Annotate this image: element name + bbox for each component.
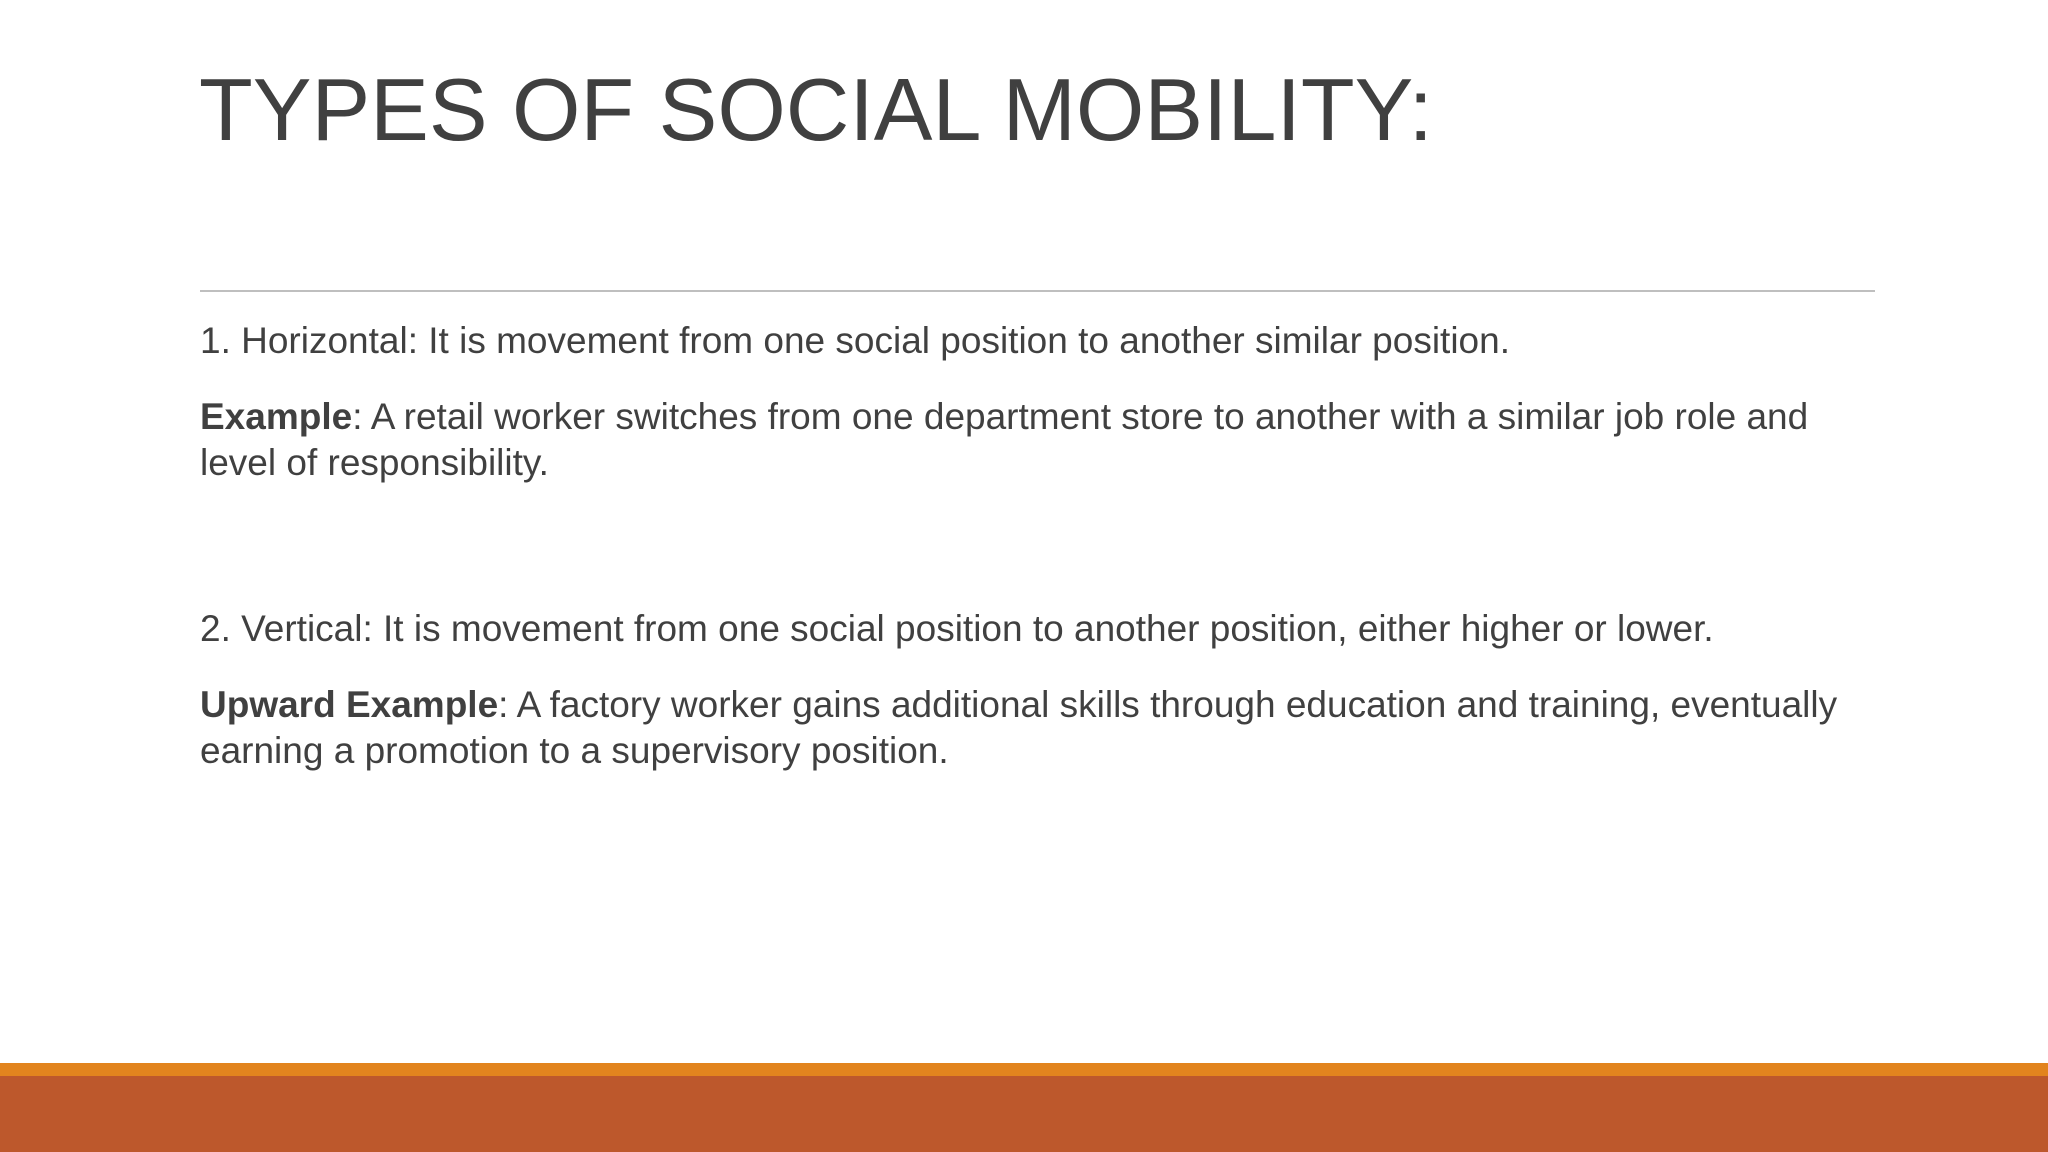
slide-body (200, 318, 1880, 774)
horizontal-example-label: Example (200, 396, 353, 437)
horizontal-example (200, 394, 1880, 486)
vertical-example-label: Upward Example (200, 684, 499, 725)
footer-accent-stripe (0, 1063, 2048, 1076)
vertical-example (200, 682, 1880, 774)
vertical-definition: 2. Vertical: It is movement from one social position to another position, either higher or lower. (200, 608, 1714, 649)
horizontal-example-text: : A retail worker switches from one department store to another with a similar job role and level of responsibility. (200, 396, 1809, 483)
vertical-example-text: : A factory worker gains additional skills through education and training, eventually earning a promotion to a supervisory position. (200, 684, 1838, 771)
slide-title: TYPES OF SOCIAL MOBILITY: (199, 60, 1433, 159)
footer-band (0, 1076, 2048, 1152)
title-divider (200, 290, 1875, 292)
horizontal-definition: 1. Horizontal: It is movement from one social position to another similar position. (200, 320, 1510, 361)
